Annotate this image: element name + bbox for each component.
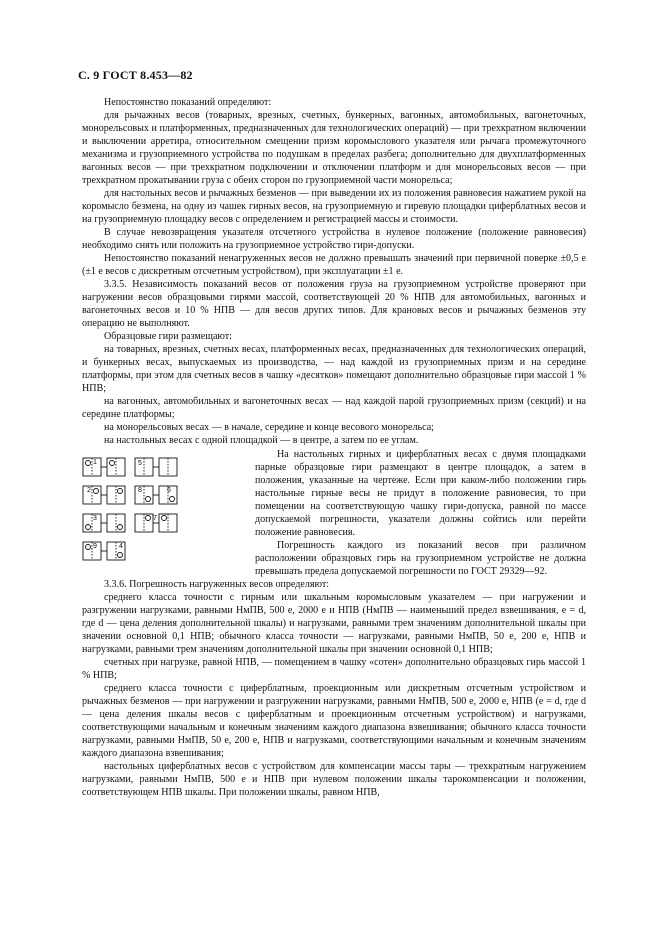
paragraph: на монорельсовых весах — в начале, середине и конце весового монорельса; — [104, 422, 434, 433]
figure-label: 1 — [93, 459, 97, 466]
paragraph: В случае невозвращения указателя отсчетного устройства в нулевое положение (положение равновесия) необходимо снять или положить на грузоприемное устройство гири-допуски. — [82, 227, 586, 251]
paragraph: на настольных весах с одной площадкой — в центре, а затем по ее углам. — [104, 435, 419, 446]
figure-label: 6 — [167, 487, 171, 494]
figure-label: 9 — [93, 543, 97, 550]
figure-label: 7 — [153, 515, 157, 522]
figure-block — [82, 448, 586, 578]
weight-placement-diagram — [81, 454, 181, 572]
document-body — [82, 96, 586, 799]
paragraph: для настольных весов и рычажных безменов — при выведении их из положения равновесия нажатием рукой на коромысло безмена, на одну из чашек гирных весов, на грузоприемную и гиревую площадки циферблатных весов и на грузоприемную площадку весов с определением и регистрацией массы и стоимости. — [82, 188, 586, 225]
paragraph: Образцовые гири размещают: — [104, 331, 232, 342]
weight-placement-figure — [81, 454, 181, 578]
paragraph: Непостоянство показаний определяют: — [104, 97, 272, 108]
figure-label: 3 — [93, 515, 97, 522]
paragraph: Непостоянство показаний ненагруженных весов не должно превышать значений при первичной поверке ±0,5 e (±1 e весов с дискретным отсчетным устройством), при эксплуатации ±1 e. — [82, 253, 586, 277]
figure-label: 2 — [87, 487, 91, 494]
figure-label: 5 — [138, 460, 142, 467]
paragraph: счетных при нагрузке, равной НПВ, — помещением в чашку «сотен» дополнительно образцовых гирь массой 1 % НПВ; — [82, 657, 586, 681]
paragraph: настольных циферблатных весов с устройством для компенсации массы тары — трехкратным нагружением нагрузками, равными НмПВ, 500 e и НПВ при нулевом положении шкалы тарокомпенсации и положении, соответствующем НПВ шкалы. При положении шкалы, равном НПВ, — [82, 761, 586, 798]
paragraph: среднего класса точности с гирным или шкальным коромысловым указателем — при нагружении и разгружении нагрузками, равными НмПВ, 500 e, 2000 e и НПВ (НмПВ — наименьший предел взвешивания, e = d, где d — цена деления дополнительной шкалы) и нагрузками, равными трем значениям дополнительной шкалы при значении основной 0,1 НПВ; обычного класса точности — нагрузками, равными НмПВ, 50 e, 200 e, НПВ и нагрузками, равными трем значениям дополнительной шкалы при значении основной 0,1 НПВ; — [82, 592, 586, 655]
paragraph: на товарных, врезных, счетных весах, платформенных весах, предназначенных для технологических операций, и бункерных весах, выпускаемых из производства, — над каждой из грузоприемных призм и на середине платформы, при этом для счетных весов в чашку «десятков» помещают дополнительно образцовые гири массой 1 % НПВ; — [82, 344, 586, 394]
section-top — [82, 96, 586, 447]
figure-label: 8 — [138, 487, 142, 494]
figure-side-text — [181, 448, 586, 578]
paragraph: Погрешность каждого из показаний весов при различном расположении образцовых гирь на грузоприемном устройстве не должна превышать предела допускаемой погрешности по ГОСТ 29329—92. — [255, 540, 586, 577]
figure-label: 4 — [119, 543, 123, 550]
paragraph: для рычажных весов (товарных, врезных, счетных, бункерных, вагонных, автомобильных, вагонеточных, монорельсовых и платформенных, предназначенных для технологических операций) — при трехкратном включении и выключении арретира, относительном смещении призм коромыслового указателя или рычага промежуточного механизма и грузоприемного устройства по подушкам в пределах разбега; дополнительно для двухплатформенных вагонных весов — при трехкратном подключении и отключении платформ и для монорельсовых весов — при трехкратном прокатывании груза с обеих сторон по грузоприемной части монорельса; — [82, 110, 586, 186]
section-bottom — [82, 578, 586, 799]
paragraph: 3.3.6. Погрешность нагруженных весов определяют: — [104, 579, 330, 590]
page-header: С. 9 ГОСТ 8.453—82 — [78, 68, 193, 82]
paragraph: среднего класса точности с циферблатным, проекционным или дискретным отсчетным устройством и рычажных безменов — при нагружении и разгружении нагрузками, равными НмПВ, 500 e, 2000 e, НПВ (e = d, где d — цена деления шкалы весов с циферблатным и проекционным отсчетным устройством) и нагрузками, соответствующими начальным и конечным значениям каждого диапазона взвешивания; обычного класса точности нагрузками, равными НмПВ, 50 e, 200 e, НПВ и нагрузками, соответствующими начальным и конечным значениям каждого диапазона взвешивания; — [82, 683, 586, 759]
paragraph: на вагонных, автомобильных и вагонеточных весах — над каждой парой грузоприемных призм (секций) и на середине платформы; — [82, 396, 586, 420]
paragraph: 3.3.5. Независимость показаний весов от положения груза на грузоприемном устройстве проверяют при нагружении весов образцовыми гирями массой, соответствующей 20 % НПВ для автомобильных, вагонных и вагонеточных весов и 10 % НПВ — для весов других типов. Для крановых весов и рычажных безменов эту операцию не выполняют. — [82, 279, 586, 329]
paragraph: На настольных гирных и циферблатных весах с двумя площадками парные образцовые гири размещают в центре площадок, а затем в положения, указанные на чертеже. Если при каком-либо положении гирь настольные гирные весы не придут в положение равновесия, то при помещении на соответствующую чашку гири-допуска, равной по массе допускаемой погрешности, указатели должны сойтись или перейти положение равновесия. — [255, 449, 586, 538]
